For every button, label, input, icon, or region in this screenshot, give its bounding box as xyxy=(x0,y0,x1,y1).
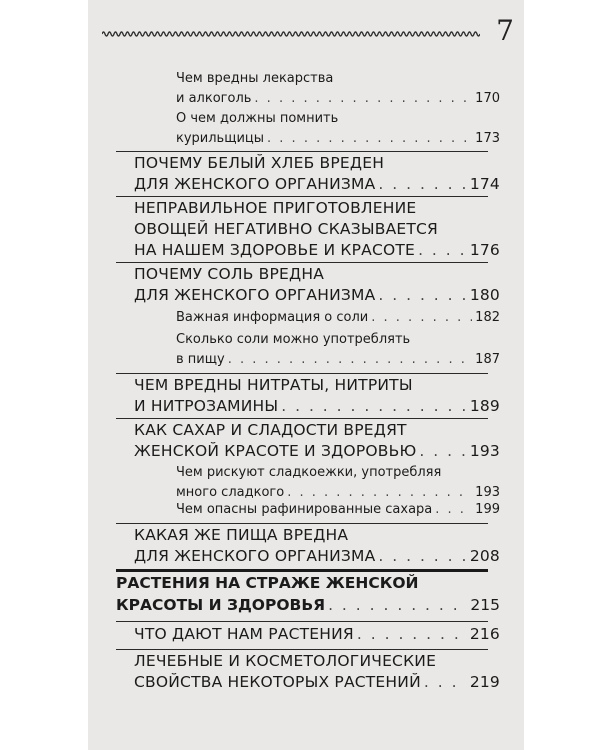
toc-part-title: КРАСОТЫ И ЗДОРОВЬЯ xyxy=(116,596,326,614)
toc-page-ref: 215 xyxy=(470,596,500,614)
toc-entry-title: ЛЕЧЕБНЫЕ И КОСМЕТОЛОГИЧЕСКИЕ xyxy=(134,652,437,670)
toc-entry xyxy=(134,423,500,465)
toc-page-ref: 189 xyxy=(469,397,500,415)
toc-page-ref: 176 xyxy=(469,241,500,259)
entry-divider xyxy=(116,418,488,419)
toc-entry-title: ЖЕНСКОЙ КРАСОТЕ И ЗДОРОВЬЮ xyxy=(134,442,417,460)
toc-entry xyxy=(134,201,500,264)
toc-entry-title: Чем рискуют сладкоежки, употребляя xyxy=(176,465,442,480)
toc-entry-title: НА НАШЕМ ЗДОРОВЬЕ И КРАСОТЕ xyxy=(134,241,416,259)
entry-divider xyxy=(116,262,488,263)
entry-divider xyxy=(116,621,488,622)
toc-page-ref: 170 xyxy=(475,91,500,106)
toc-entry-title: ДЛЯ ЖЕНСКОГО ОРГАНИЗМА xyxy=(134,547,376,565)
toc-entry xyxy=(176,466,500,506)
toc-page-ref: 219 xyxy=(469,673,500,691)
toc-page-ref: 193 xyxy=(475,485,500,500)
toc-entry-title: ДЛЯ ЖЕНСКОГО ОРГАНИЗМА xyxy=(134,286,376,304)
toc-page-ref: 208 xyxy=(469,547,500,565)
toc-entry-title: СВОЙСТВА НЕКОТОРЫХ РАСТЕНИЙ xyxy=(134,673,421,691)
table-of-contents xyxy=(88,0,524,750)
entry-divider xyxy=(116,373,488,374)
entry-divider xyxy=(116,196,488,197)
toc-entry xyxy=(176,333,500,373)
toc-page-ref: 193 xyxy=(469,442,500,460)
toc-entry-title: ЧЕМ ВРЕДНЫ НИТРАТЫ, НИТРИТЫ xyxy=(134,376,413,394)
toc-entry-title: Чем опасны рафинированные сахара xyxy=(176,502,433,517)
entry-divider xyxy=(116,523,488,524)
page-number: 7 xyxy=(496,14,514,47)
toc-page-ref: 173 xyxy=(475,131,500,146)
toc-entry xyxy=(134,267,500,309)
toc-entry-title: Важная информация о соли xyxy=(176,310,369,325)
toc-entry-title: много сладкого xyxy=(176,485,285,500)
toc-entry-title: ПОЧЕМУ СОЛЬ ВРЕДНА xyxy=(134,265,325,283)
toc-entry xyxy=(176,72,500,112)
toc-entry-title: ЧТО ДАЮТ НАМ РАСТЕНИЯ xyxy=(134,625,354,643)
toc-entry-title: курильщицы xyxy=(176,131,265,146)
toc-entry-title: НЕПРАВИЛЬНОЕ ПРИГОТОВЛЕНИЕ xyxy=(134,199,417,217)
toc-page-ref: 187 xyxy=(475,352,500,367)
toc-entry-title: Чем вредны лекарства xyxy=(176,71,334,86)
toc-part-title: РАСТЕНИЯ НА СТРАЖЕ ЖЕНСКОЙ xyxy=(116,574,419,592)
toc-page-ref: 199 xyxy=(475,502,500,517)
toc-entry xyxy=(134,627,500,648)
toc-entry xyxy=(134,654,500,696)
part-divider xyxy=(116,569,488,572)
toc-entry-title: ОВОЩЕЙ НЕГАТИВНО СКАЗЫВАЕТСЯ xyxy=(134,220,439,238)
toc-page-ref: 180 xyxy=(469,286,500,304)
toc-entry xyxy=(134,378,500,420)
book-page xyxy=(88,0,524,750)
toc-entry xyxy=(176,311,500,331)
toc-entry-title: И НИТРОЗАМИНЫ xyxy=(134,397,279,415)
toc-entry-title: КАКАЯ ЖЕ ПИЩА ВРЕДНА xyxy=(134,526,349,544)
toc-page-ref: 216 xyxy=(469,625,500,643)
entry-divider xyxy=(116,151,488,152)
toc-entry xyxy=(176,503,500,523)
entry-divider xyxy=(116,649,488,650)
toc-entry-title: и алкоголь xyxy=(176,91,252,106)
toc-page-ref: 174 xyxy=(469,175,500,193)
toc-entry-title: Сколько соли можно употреблять xyxy=(176,332,411,347)
toc-entry-title: ДЛЯ ЖЕНСКОГО ОРГАНИЗМА xyxy=(134,175,376,193)
toc-entry xyxy=(134,156,500,198)
toc-entry-title: в пищу xyxy=(176,352,225,367)
toc-part-entry xyxy=(116,576,500,620)
toc-entry-title: О чем должны помнить xyxy=(176,111,339,126)
toc-entry-title: ПОЧЕМУ БЕЛЫЙ ХЛЕБ ВРЕДЕН xyxy=(134,154,385,172)
toc-page-ref: 182 xyxy=(475,310,500,325)
toc-entry-title: КАК САХАР И СЛАДОСТИ ВРЕДЯТ xyxy=(134,421,407,439)
toc-entry xyxy=(176,112,500,152)
toc-entry xyxy=(134,528,500,570)
